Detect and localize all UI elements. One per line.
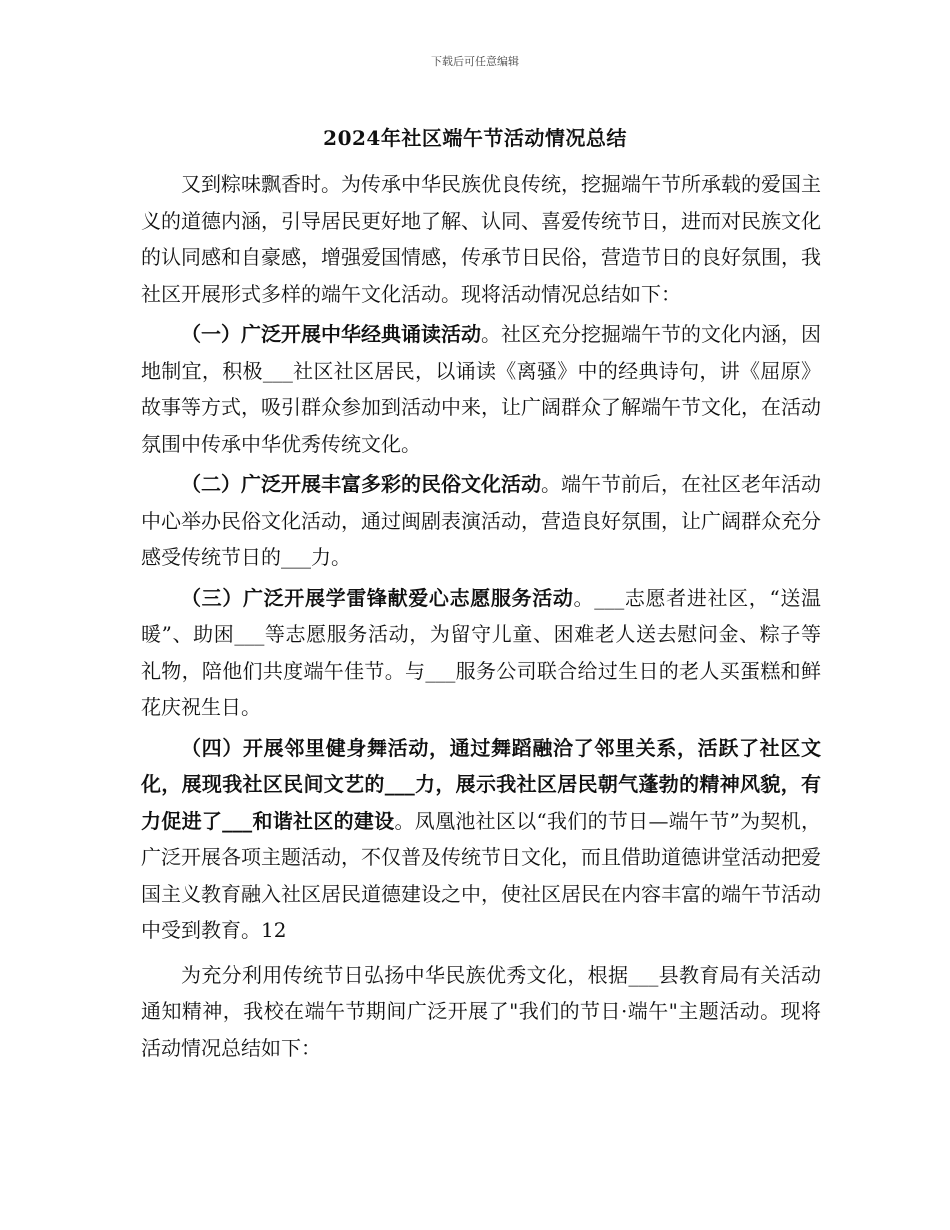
section-heading-2: （二）广泛开展丰富多彩的民俗文化活动 xyxy=(181,472,541,496)
section-heading-4: （四）开展邻里健身舞活动，通过舞蹈融洽了邻里关系，活跃了社区文化，展现我社区民间文艺的___力，展示我社区居民朝气蓬勃的精神风貌，有力促进了___和谐社区的建设 xyxy=(141,735,821,833)
header-note: 下载后可任意编辑 xyxy=(431,55,519,68)
section-paragraph-2 xyxy=(141,466,821,576)
section-text-3: 。___志愿者进社区，“送温暖”、助困___等志愿服务活动，为留守儿童、困难老人送去慰问金、粽子等礼物，陪他们共度端午佳节。与___服务公司联合给过生日的老人买蛋糕和鲜花庆祝生日。 xyxy=(141,585,822,719)
intro-paragraph: 又到粽味飘香时。为传承中华民族优良传统，挖掘端午节所承载的爱国主义的道德内涵，引导居民更好地了解、认同、喜爱传统节日，进而对民族文化的认同感和自豪感，增强爱国情感，传承节日民俗，营造节日的良好氛围，我社区开展形式多样的端午文化活动。现将活动情况总结如下： xyxy=(141,172,821,306)
section-heading-1: （一）广泛开展中华经典诵读活动 xyxy=(181,322,481,346)
section-paragraph-1 xyxy=(141,316,821,462)
document-body xyxy=(141,166,821,1066)
section-text-2: 。端午节前后，在社区老年活动中心举办民俗文化活动，通过闽剧表演活动，营造良好氛围，让广阔群众充分感受传统节日的___力。 xyxy=(141,472,821,569)
section-paragraph-4 xyxy=(141,730,821,949)
section-text-4: 。凤凰池社区以“我们的节日—端午节”为契机，广泛开展各项主题活动，不仅普及传统节日文化，而且借助道德讲堂活动把爱国主义教育融入社区居民道德建设之中，使社区居民在内容丰富的端午节活动中受到教育。12 xyxy=(141,808,822,942)
closing-paragraph: 为充分利用传统节日弘扬中华民族优秀文化，根据___县教育局有关活动通知精神，我校在端午节期间广泛开展了"我们的节日·端午"主题活动。现将活动情况总结如下： xyxy=(141,962,821,1060)
section-paragraph-3 xyxy=(141,580,821,726)
section-text-1: 。社区充分挖掘端午节的文化内涵，因地制宜，积极___社区社区居民，以诵读《离骚》中的经典诗句，讲《屈原》故事等方式，吸引群众参加到活动中来，让广阔群众了解端午节文化，在活动氛围中传承中华优秀传统文化。 xyxy=(141,322,821,456)
section-heading-3: （三）广泛开展学雷锋献爱心志愿服务活动 xyxy=(181,585,574,610)
document-title: 2024年社区端午节活动情况总结 xyxy=(323,126,627,150)
